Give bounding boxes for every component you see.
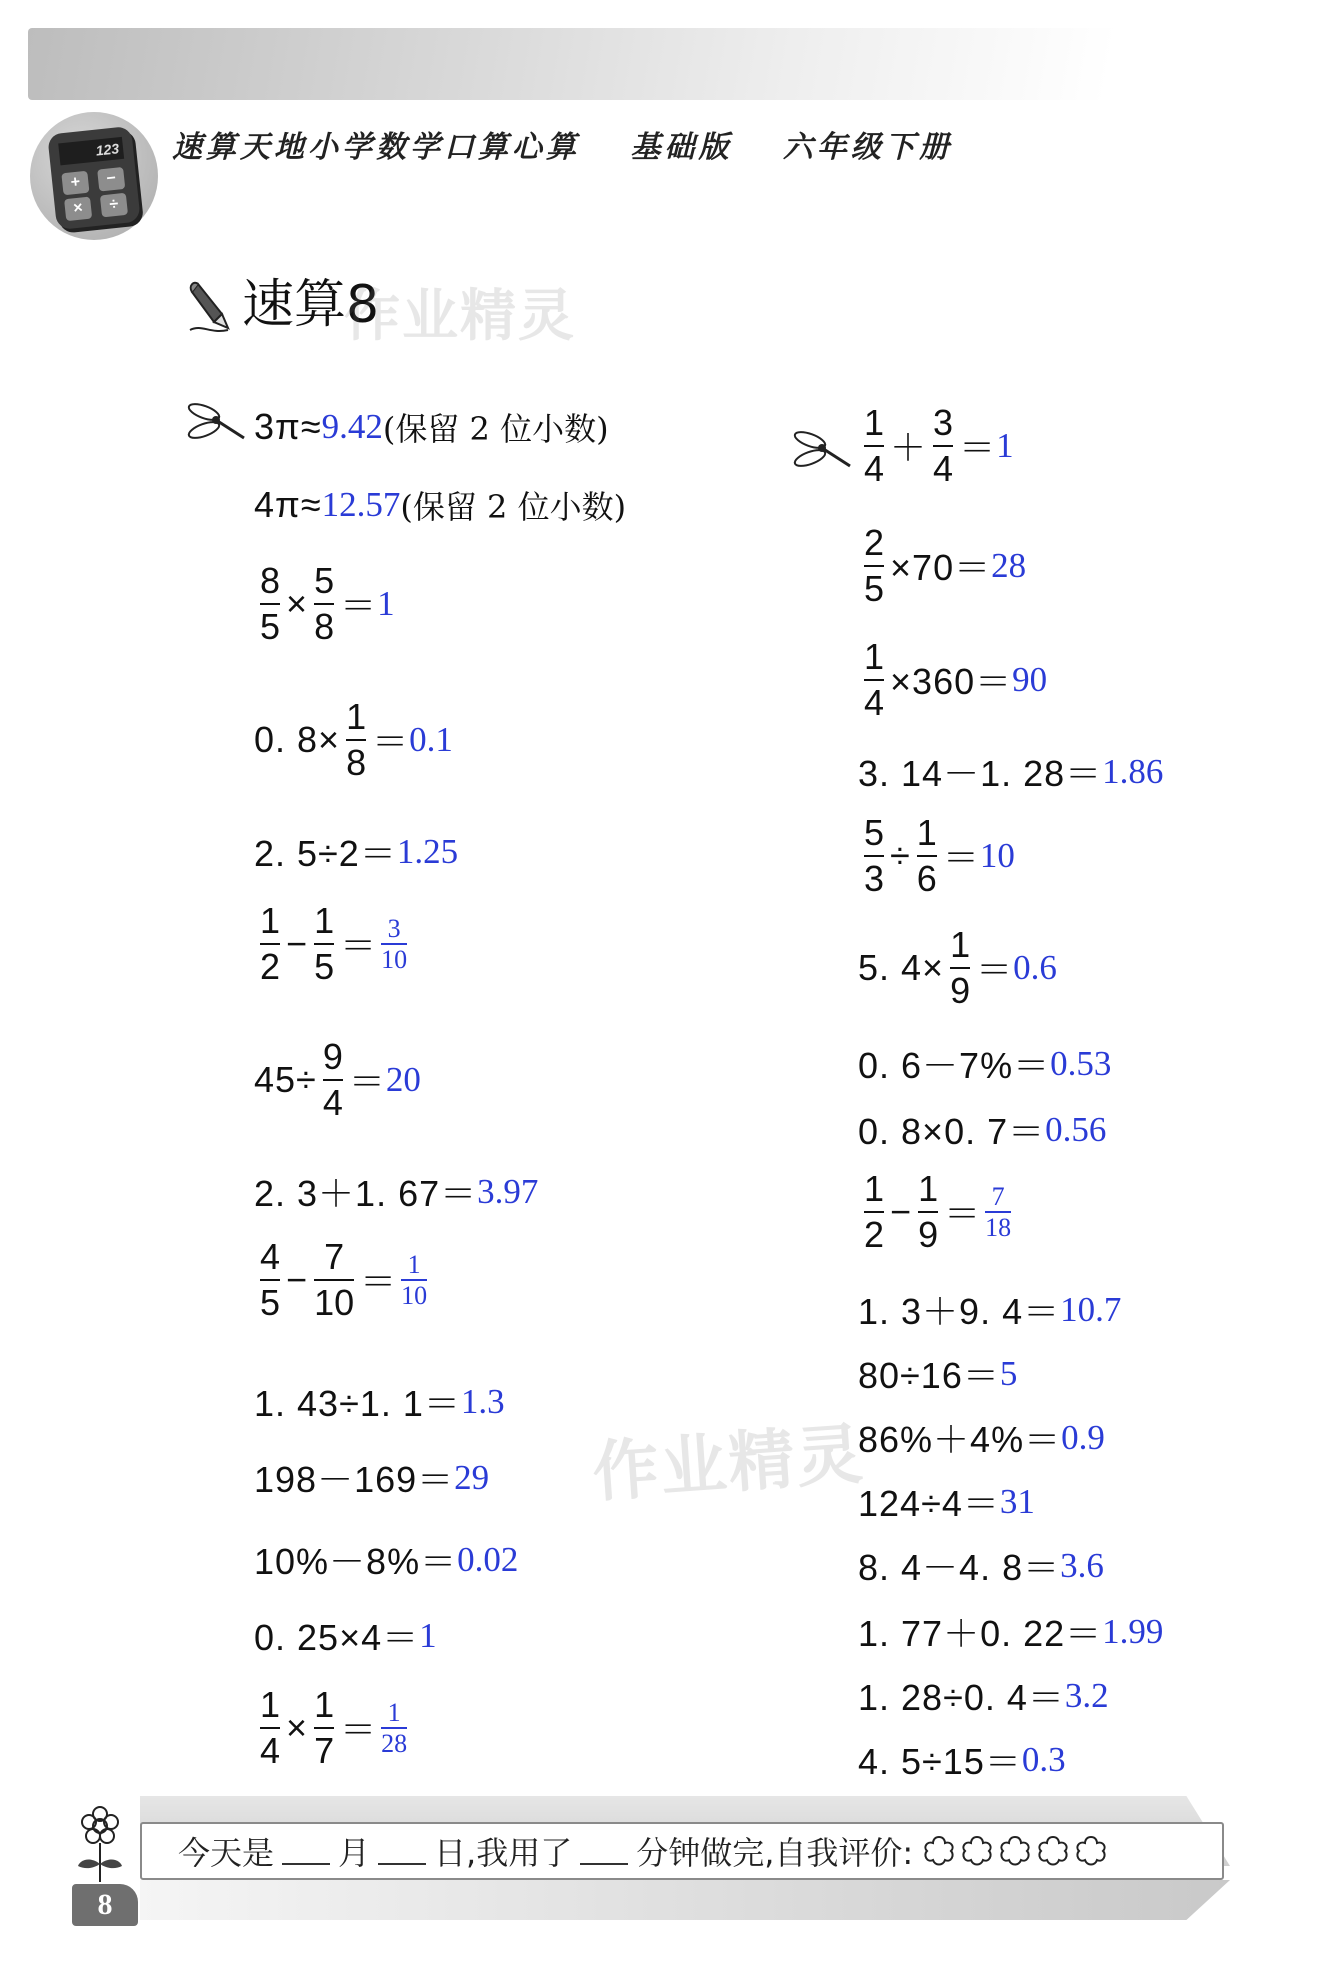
answer: 3.2 (1064, 1675, 1109, 1715)
answer: 1.86 (1102, 751, 1164, 791)
problem-expression: 45÷ (254, 1058, 317, 1100)
answer: 0.9 (1061, 1417, 1105, 1457)
math-problem (254, 698, 453, 782)
equals-sign: ＝ (348, 1061, 386, 1103)
denominator: 4 (322, 1081, 343, 1123)
operator: × (286, 582, 309, 624)
equals-sign: ＝ (340, 925, 378, 967)
math-problem (858, 1170, 1017, 1254)
problem-expression: 0. 6－7%＝ (858, 1045, 1051, 1086)
answer: 1.3 (460, 1381, 505, 1421)
math-problem (858, 1476, 1035, 1527)
equals-sign: ＝ (976, 949, 1014, 991)
fraction (864, 404, 884, 488)
fraction (864, 1170, 884, 1254)
equals-sign: ＝ (360, 1261, 398, 1303)
numerator: 1 (314, 900, 335, 941)
month-blank[interactable] (282, 1837, 330, 1865)
fraction (314, 1238, 354, 1322)
numerator: 1 (950, 924, 971, 965)
book-series: 速算天地小学数学口算心算 (172, 130, 580, 165)
math-problem (254, 826, 458, 877)
answer: 0.6 (1013, 947, 1057, 987)
answer: 1.25 (396, 831, 459, 871)
denominator: 8 (314, 605, 335, 647)
minutes-blank[interactable] (580, 1837, 628, 1865)
answer-fraction (381, 915, 407, 974)
math-problem (858, 814, 1015, 898)
denominator: 5 (260, 605, 281, 647)
math-problem (254, 1238, 433, 1322)
denominator: 28 (381, 1728, 408, 1758)
fraction (314, 1686, 334, 1770)
denominator: 3 (864, 857, 885, 899)
fraction (314, 562, 334, 646)
problem-expression: 1. 28÷0. 4＝ (858, 1677, 1065, 1718)
answer: 1 (419, 1615, 437, 1655)
fraction-bar (314, 603, 334, 605)
denominator: 9 (918, 1213, 939, 1255)
section-title: 速算8 (242, 275, 380, 335)
problem-expression: ×70＝ (890, 547, 992, 589)
answer: 31 (999, 1481, 1035, 1521)
rating-flower-icon[interactable] (921, 1834, 957, 1868)
fraction (864, 524, 884, 608)
answer: 0.1 (409, 719, 453, 759)
equals-sign: ＝ (340, 585, 378, 627)
fraction-bar (260, 1279, 280, 1281)
math-problem (254, 1038, 421, 1122)
denominator: 5 (260, 1281, 281, 1323)
footer-band-lower (140, 1880, 1230, 1920)
fraction-bar (950, 967, 970, 969)
answer: 12.57 (321, 485, 401, 524)
denominator: 2 (260, 945, 281, 987)
calc-screen: 123 (58, 137, 124, 166)
answer: 20 (385, 1059, 421, 1099)
dragonfly-icon (186, 400, 248, 450)
fraction (933, 404, 953, 488)
rating-flower-icon[interactable] (997, 1834, 1033, 1868)
fraction (346, 698, 366, 782)
book-edition: 基础版 (630, 130, 733, 165)
problem-expression: 1. 77＋0. 22＝ (858, 1613, 1103, 1654)
operator: ＋ (890, 427, 928, 469)
numerator: 1 (260, 900, 281, 941)
fraction (950, 926, 970, 1010)
problem-expression: 5. 4× (858, 946, 945, 988)
answer: 29 (454, 1457, 490, 1497)
math-problem (858, 1412, 1105, 1463)
problem-expression: 0. 8× (254, 718, 341, 760)
month-label: 月 (338, 1834, 371, 1872)
answer: 1 (996, 425, 1014, 465)
fraction-bar (864, 1211, 884, 1213)
numerator: 7 (324, 1236, 345, 1277)
problem-expression: 2. 3＋1. 67＝ (254, 1173, 478, 1214)
fraction (260, 902, 280, 986)
problem-expression: 80÷16＝ (858, 1355, 1000, 1396)
rating-flower-icon[interactable] (959, 1834, 995, 1868)
problem-expression: 4π≈ (254, 484, 322, 525)
fraction-bar (314, 1279, 354, 1281)
math-problem (254, 1376, 505, 1427)
fraction-bar (323, 1079, 343, 1081)
math-problem (254, 1686, 413, 1770)
numerator: 1 (407, 1249, 421, 1279)
denominator: 6 (916, 857, 937, 899)
denominator: 4 (933, 447, 954, 489)
answer: 10 (979, 835, 1015, 875)
answer-fraction (985, 1183, 1011, 1242)
denominator: 10 (381, 944, 408, 974)
problem-expression: 3π≈ (254, 406, 322, 447)
numerator: 5 (314, 560, 335, 601)
denominator: 4 (864, 681, 885, 723)
numerator: 4 (260, 1236, 281, 1277)
operator: − (286, 1258, 309, 1300)
fraction-bar (917, 855, 937, 857)
day-label: 日,我用了 (434, 1834, 573, 1872)
denominator: 8 (346, 741, 367, 783)
problem-expression: 86%＋4%＝ (858, 1419, 1062, 1460)
problem-expression: 1. 3＋9. 4＝ (858, 1291, 1061, 1332)
numerator: 1 (864, 1168, 885, 1209)
math-problem (254, 902, 413, 986)
math-problem (858, 1104, 1106, 1155)
math-problem (254, 482, 626, 528)
numerator: 3 (933, 402, 954, 443)
problem-expression: ×360＝ (890, 661, 1013, 703)
numerator: 1 (346, 696, 367, 737)
answer: 10.7 (1060, 1289, 1122, 1329)
denominator: 18 (985, 1212, 1012, 1242)
book-grade: 六年级下册 (782, 130, 953, 165)
math-problem (858, 1540, 1104, 1591)
numerator: 7 (991, 1181, 1005, 1211)
day-blank[interactable] (378, 1837, 426, 1865)
self-evaluation-line (178, 1828, 1109, 1874)
answer: 9.42 (321, 407, 383, 446)
answer: 3.6 (1060, 1545, 1104, 1585)
math-problem (254, 562, 395, 646)
math-problem (254, 1534, 518, 1585)
book-title (172, 122, 989, 166)
numerator: 9 (322, 1036, 343, 1077)
math-problem (254, 1166, 538, 1217)
denominator: 10 (314, 1281, 355, 1323)
fraction-bar (260, 1727, 280, 1729)
rating-flower-icon[interactable] (1073, 1834, 1109, 1868)
answer: 28 (991, 545, 1027, 585)
answer: 1 (377, 583, 395, 623)
operator: − (286, 922, 309, 964)
denominator: 4 (864, 447, 885, 489)
math-problem (858, 746, 1163, 797)
problem-expression: 8. 4－4. 8＝ (858, 1547, 1061, 1588)
problem-expression: 10%－8%＝ (254, 1541, 458, 1582)
answer: 90 (1012, 659, 1048, 699)
equals-sign: ＝ (942, 837, 980, 879)
math-problem (858, 1038, 1111, 1089)
fraction (864, 638, 884, 722)
problem-expression: 0. 8×0. 7＝ (858, 1111, 1046, 1152)
math-problem (858, 638, 1047, 722)
fraction (864, 814, 884, 898)
calculator-icon: 123 + − × ÷ (30, 112, 158, 240)
equals-sign: ＝ (959, 427, 997, 469)
operator: − (890, 1190, 913, 1232)
fraction-bar (260, 603, 280, 605)
operator: × (286, 1706, 309, 1748)
denominator: 2 (864, 1213, 885, 1255)
fraction (260, 562, 280, 646)
problem-expression: 1. 43÷1. 1＝ (254, 1383, 461, 1424)
numerator: 8 (260, 560, 281, 601)
numerator: 1 (864, 636, 885, 677)
watermark: 作业精灵 (344, 284, 576, 349)
header-band (28, 28, 1298, 100)
math-problem (254, 1610, 437, 1661)
fraction (917, 814, 937, 898)
math-problem (858, 1348, 1017, 1399)
numerator: 3 (387, 913, 401, 943)
page-number: 8 (72, 1884, 138, 1926)
fraction-bar (864, 445, 884, 447)
math-problem (858, 926, 1057, 1010)
problem-note: (保留 2 位小数) (400, 488, 627, 526)
numerator: 1 (864, 402, 885, 443)
math-problem (858, 524, 1026, 608)
fraction-bar (864, 679, 884, 681)
equals-sign: ＝ (944, 1193, 982, 1235)
problem-expression: 0. 25×4＝ (254, 1617, 420, 1658)
today-label: 今天是 (178, 1834, 275, 1872)
math-problem (254, 404, 609, 450)
equals-sign: ＝ (340, 1709, 378, 1751)
fraction (918, 1170, 938, 1254)
answer: 0.02 (457, 1539, 519, 1579)
numerator: 1 (387, 1697, 401, 1727)
denominator: 7 (314, 1729, 335, 1771)
answer: 0.3 (1021, 1739, 1066, 1779)
answer: 1.99 (1102, 1611, 1164, 1651)
answer: 0.56 (1045, 1109, 1107, 1149)
numerator: 1 (916, 812, 937, 853)
answer-fraction (401, 1251, 427, 1310)
numerator: 1 (260, 1684, 281, 1725)
problem-note: (保留 2 位小数) (382, 410, 609, 448)
pencil-icon (188, 278, 234, 334)
problem-expression: 4. 5÷15＝ (858, 1741, 1022, 1782)
rating-flower-icon[interactable] (1035, 1834, 1071, 1868)
math-problem (858, 1670, 1109, 1721)
denominator: 4 (260, 1729, 281, 1771)
fraction (323, 1038, 343, 1122)
fraction-bar (918, 1211, 938, 1213)
minutes-label: 分钟做完,自我评价: (636, 1834, 914, 1872)
denominator: 5 (314, 945, 335, 987)
fraction-bar (864, 565, 884, 567)
answer: 3.97 (477, 1171, 539, 1211)
fraction-bar (314, 943, 334, 945)
flower-icon (72, 1806, 128, 1882)
problem-expression: 124÷4＝ (858, 1483, 1000, 1524)
problem-expression: 2. 5÷2＝ (254, 833, 397, 874)
rating-flowers (921, 1834, 1109, 1868)
fraction-bar (346, 739, 366, 741)
problem-expression: 3. 14－1. 28＝ (858, 753, 1103, 794)
numerator: 1 (314, 1684, 335, 1725)
watermark: 作业精灵 (590, 1415, 867, 1512)
fraction (260, 1686, 280, 1770)
denominator: 9 (950, 969, 971, 1011)
answer: 5 (999, 1353, 1018, 1393)
fraction-bar (260, 943, 280, 945)
answer-fraction (381, 1699, 407, 1758)
fraction-bar (314, 1727, 334, 1729)
math-problem (254, 1452, 489, 1503)
fraction-bar (864, 855, 884, 857)
denominator: 10 (401, 1280, 428, 1310)
numerator: 2 (864, 522, 885, 563)
dragonfly-icon (792, 428, 854, 478)
math-problem (858, 1734, 1066, 1785)
answer: 0.53 (1050, 1043, 1112, 1083)
denominator: 5 (864, 567, 885, 609)
math-problem (858, 1284, 1121, 1335)
numerator: 5 (864, 812, 885, 853)
math-problem (858, 404, 1014, 488)
operator: ÷ (890, 834, 911, 876)
math-problem (858, 1606, 1163, 1657)
numerator: 1 (918, 1168, 939, 1209)
fraction-bar (933, 445, 953, 447)
equals-sign: ＝ (372, 721, 410, 763)
problem-expression: 198－169＝ (254, 1459, 455, 1500)
fraction (260, 1238, 280, 1322)
fraction (314, 902, 334, 986)
